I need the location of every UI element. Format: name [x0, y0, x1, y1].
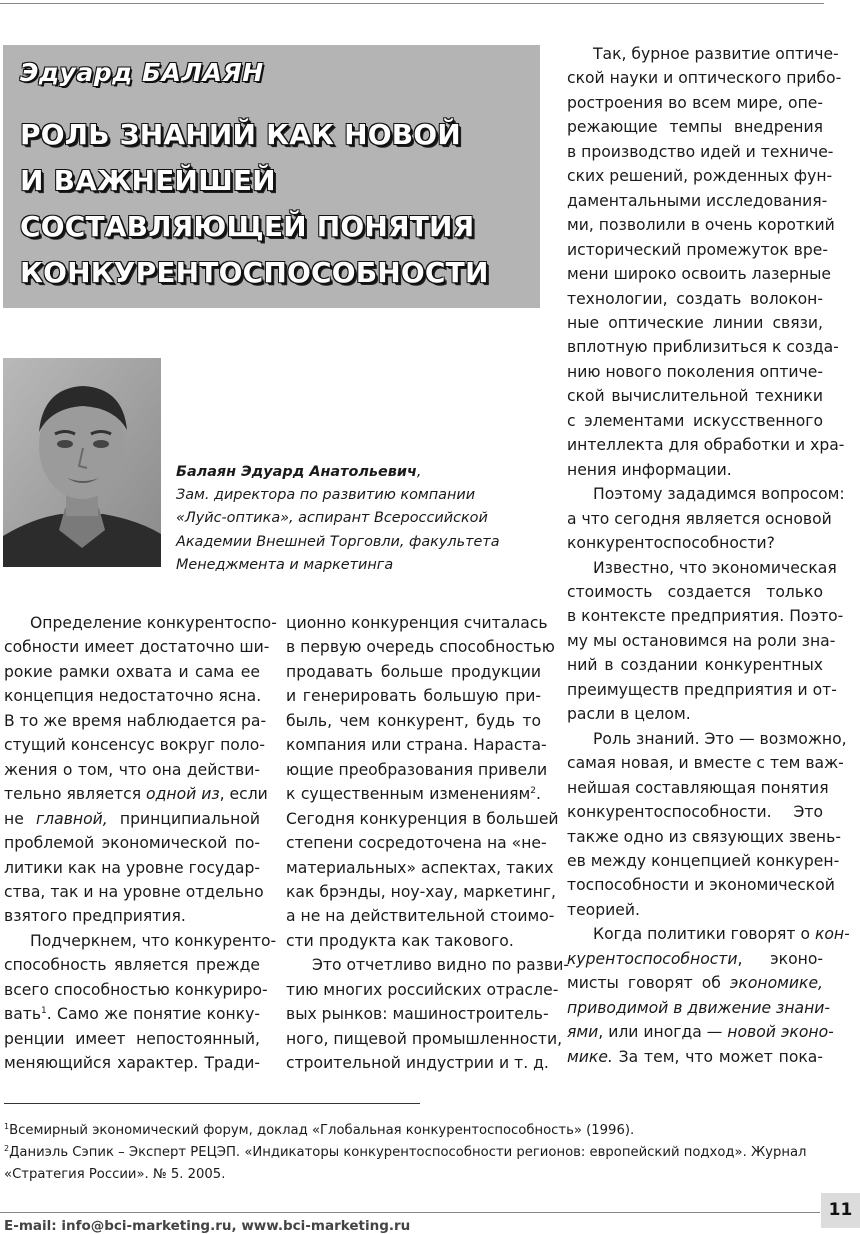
- footnote-text: Даниэль Сэпик – Эксперт РЕЦЭП. «Индикаторы конкурентоспособности регионов: европейский подход». Журнал: [9, 1145, 807, 1160]
- text-line: сти продукта как такового.: [286, 931, 514, 950]
- title-line: РОЛЬ ЗНАНИЙ КАК НОВОЙ: [20, 118, 461, 151]
- text-line: в контексте предприятия. Поэто-: [567, 607, 844, 626]
- text-run: , если: [219, 785, 268, 804]
- text-line: Так, бурное развитие оптиче-: [593, 45, 839, 63]
- text-line: Роль знаний. Это — возможно,: [593, 729, 847, 748]
- article-title: [20, 112, 535, 296]
- text-line: теорией.: [567, 900, 640, 919]
- author-bio: [176, 461, 531, 577]
- text-line: ные оптические линии связи,: [567, 313, 823, 332]
- text-line: в производство идей и техниче-: [567, 142, 834, 161]
- top-rule: [0, 3, 824, 4]
- text-line: способность является прежде: [4, 956, 260, 975]
- text-line: материальных» аспектах, таких: [286, 858, 554, 877]
- text-run: , или иногда —: [598, 1023, 728, 1042]
- text-line: конкурентоспособности?: [567, 534, 775, 553]
- text-line: [567, 996, 831, 1020]
- footnote-text: Всемирный экономический форум, доклад «Глобальная конкурентоспособность» (1996).: [9, 1123, 635, 1138]
- italic-run: экономике,: [729, 974, 823, 993]
- article-author: Эдуард БАЛАЯН: [20, 58, 264, 87]
- text-line: всего способностью конкуриро-: [4, 980, 268, 999]
- footnote-ref-1[interactable]: 1: [41, 1006, 47, 1017]
- portrait-image: [3, 358, 161, 567]
- italic-run: одной из: [146, 785, 220, 804]
- text-line: жения о том, что она действи-: [4, 760, 260, 779]
- text-line: стоимость создается только: [567, 582, 823, 601]
- text-line: Подчеркнем, что конкуренто-: [30, 931, 277, 950]
- text-line: быль, чем конкурент, будь то: [286, 711, 541, 730]
- text-line: преимуществ предприятия и от-: [567, 680, 837, 699]
- text-line: даментальными исследования-: [567, 191, 828, 210]
- bio-line: Менеджмента и маркетинга: [176, 556, 394, 573]
- text-line: нения информации.: [567, 460, 732, 479]
- text-line: мени широко освоить лазерные: [567, 265, 832, 284]
- title-line: КОНКУРЕНТОСПОСОБНОСТИ: [20, 256, 489, 289]
- footnote-mark: 1: [4, 1122, 10, 1131]
- text-line: [567, 922, 850, 946]
- text-line: в первую очередь способностью: [286, 638, 555, 657]
- text-line: му мы остановимся на роли зна-: [567, 631, 836, 650]
- text-line: а что сегодня является основой: [567, 509, 832, 528]
- text-run: принципиальной: [107, 809, 260, 828]
- text-line: [567, 971, 823, 995]
- text-run: к существенным изменениям: [286, 785, 531, 804]
- text-column-1: [4, 611, 277, 1076]
- text-line: вых рынков: машиностроитель-: [286, 1005, 549, 1024]
- text-line: [4, 782, 268, 806]
- text-run: За тем, что может пока-: [612, 1047, 823, 1066]
- footnote-rule: [4, 1103, 420, 1104]
- footnote-1: [4, 1120, 824, 1142]
- text-line: технологии, создать волокон-: [567, 289, 823, 308]
- footnotes: [4, 1120, 824, 1186]
- text-line: [286, 782, 541, 806]
- text-line: ства, так и на уровне отдельно: [4, 882, 264, 901]
- footer-contacts[interactable]: E-mail: info@bci-marketing.ru, www.bci-marketing.ru: [4, 1218, 411, 1234]
- bio-line: «Луйс-оптика», аспирант Всероссийской: [176, 510, 488, 527]
- bio-line: Академии Внешней Торговли, факультета: [176, 533, 500, 550]
- bio-line: Зам. директора по развитию компании: [176, 487, 476, 504]
- text-line: [567, 1045, 823, 1069]
- text-line: собности имеет достаточно ши-: [4, 638, 270, 657]
- bio-name-suffix: ,: [416, 464, 422, 480]
- text-line: Поэтому зададимся вопросом:: [593, 485, 845, 504]
- text-line: ющие преобразования привели: [286, 760, 548, 779]
- text-line: компания или страна. Нараста-: [286, 736, 547, 755]
- text-line: [4, 1002, 260, 1026]
- text-line: ционно конкуренция считалась: [286, 614, 548, 632]
- author-portrait: [3, 358, 161, 567]
- text-line: вплотную приблизиться к созда-: [567, 338, 839, 357]
- text-line: ний в создании конкурентных: [567, 656, 823, 675]
- text-run: не: [4, 809, 36, 828]
- text-line: режающие темпы внедрения: [567, 118, 823, 137]
- text-column-3: [567, 42, 850, 1069]
- italic-run: мике.: [567, 1047, 613, 1066]
- text-line: самая новая, и вместе с тем важ-: [567, 754, 844, 773]
- title-line: И ВАЖНЕЙШЕЙ: [20, 164, 276, 197]
- page-number: 11: [821, 1193, 860, 1228]
- text-line: ских решений, рожденных фун-: [567, 167, 833, 186]
- text-line: ской науки и оптического прибо-: [567, 69, 842, 88]
- text-line: ного, пищевой промышленности,: [286, 1029, 563, 1048]
- text-line: исторический промежуток вре-: [567, 240, 828, 259]
- text-line: тию многих российских отрасле-: [286, 980, 559, 999]
- text-line: ростроения во всем мире, опе-: [567, 93, 823, 112]
- italic-run: курентоспособности: [567, 949, 738, 968]
- text-line: а не на действительной стоимо-: [286, 907, 555, 926]
- footnote-2: [4, 1142, 824, 1164]
- italic-run: ями: [567, 1023, 599, 1042]
- italic-run: кон-: [814, 925, 850, 944]
- text-line: меняющийся характер. Тради-: [4, 1054, 260, 1073]
- text-line: конкурентоспособности. Это: [567, 803, 823, 822]
- bio-name-line: [176, 461, 531, 484]
- text-run: Когда политики говорят о: [593, 925, 815, 944]
- text-line: концепция недостаточно ясна.: [4, 687, 262, 706]
- italic-run: новой эконо-: [727, 1023, 834, 1042]
- title-line: СОСТАВЛЯЮЩЕЙ ПОНЯТИЯ: [20, 210, 475, 243]
- text-line: ми, позволили в очень короткий: [567, 216, 835, 235]
- text-line: проблемой экономической по-: [4, 834, 260, 853]
- text-line: строительной индустрии и т. д.: [286, 1054, 549, 1073]
- text-line: нейшая составляющая понятия: [567, 778, 829, 797]
- text-line: рокие рамки охвата и сама ее: [4, 662, 260, 681]
- text-column-2: [286, 611, 569, 1076]
- text-line: ской вычислительной техники: [567, 387, 823, 406]
- text-run: .: [536, 785, 541, 804]
- footnote-ref-2[interactable]: 2: [530, 786, 537, 797]
- text-line: и генерировать большую при-: [286, 687, 541, 706]
- text-run: , эконо-: [737, 949, 823, 968]
- text-line: Это отчетливо видно по разви-: [312, 956, 569, 975]
- text-line: как брэнды, ноу-хау, маркетинг,: [286, 882, 556, 901]
- text-line: ев между концепцией конкурен-: [567, 851, 840, 870]
- text-line: [567, 1020, 834, 1044]
- italic-run: приводимой в движение знани-: [567, 998, 831, 1017]
- text-line: Известно, что экономическая: [593, 558, 837, 577]
- italic-run: главной,: [35, 809, 108, 828]
- text-line: также одно из связующих звень-: [567, 827, 841, 846]
- text-line: тоспособности и экономической: [567, 876, 835, 895]
- text-line: В то же время наблюдается ра-: [4, 711, 267, 730]
- text-run: мисты говорят об: [567, 974, 730, 993]
- text-line: взятого предприятия.: [4, 907, 186, 926]
- text-line: с элементами искусственного: [567, 411, 823, 430]
- text-line: Определение конкурентоспо-: [30, 614, 277, 632]
- text-run: вать: [4, 1005, 42, 1024]
- text-run: тельно является: [4, 785, 147, 804]
- text-line: Сегодня конкуренция в большей: [286, 809, 559, 828]
- text-line: [4, 807, 260, 831]
- footnote-mark: 2: [4, 1144, 10, 1153]
- footnote-2-cont: «Стратегия России». № 5. 2005.: [4, 1167, 226, 1182]
- bottom-rule: [0, 1212, 820, 1213]
- text-line: нию нового поколения оптиче-: [567, 362, 823, 381]
- text-run: . Само же понятие конку-: [46, 1005, 260, 1024]
- text-line: интеллекта для обработки и хра-: [567, 436, 845, 455]
- text-line: литики как на уровне государ-: [4, 858, 260, 877]
- text-line: степени сосредоточена на «не-: [286, 834, 547, 853]
- text-line: стущий консенсус вокруг поло-: [4, 736, 265, 755]
- text-line: расли в целом.: [567, 705, 691, 724]
- bio-name: Балаян Эдуард Анатольевич: [176, 464, 417, 480]
- text-line: ренции имеет непостоянный,: [4, 1029, 260, 1048]
- text-line: [567, 947, 823, 971]
- text-line: продавать больше продукции: [286, 662, 541, 681]
